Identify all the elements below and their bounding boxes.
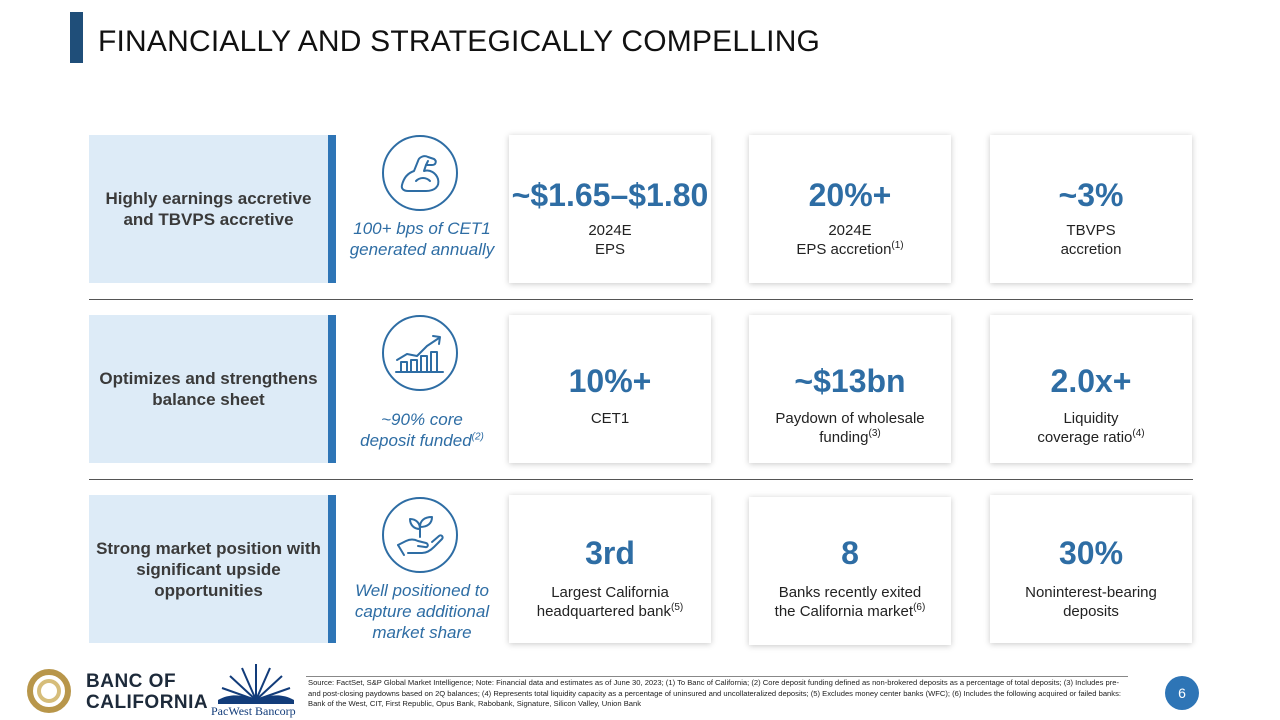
metric-card-cet1 (509, 315, 711, 463)
row-caption-market-share: Well positioned to capture additional market share (354, 581, 490, 642)
page-number-badge: 6 (1165, 676, 1199, 710)
metric-value: 20%+ (808, 177, 892, 213)
metric-label: Liquidity coverage ratio$^{(4)}$ (1037, 410, 1145, 446)
metric-card-wholesale-paydown (749, 315, 951, 463)
flexed-arm-icon (382, 135, 458, 211)
metric-card-eps (509, 135, 711, 283)
row-label-market-position: Strong market position with significant upside opportunities (89, 495, 336, 643)
metric-value: 8 (841, 535, 859, 571)
growth-chart-icon (382, 315, 458, 391)
title-accent-bar (70, 12, 83, 63)
banc-of-california-wordmark: BANC OF CALIFORNIA (86, 671, 209, 713)
metric-value: ~3% (1058, 177, 1124, 213)
metric-card-liquidity (990, 315, 1192, 463)
metric-label: CET1 (590, 410, 630, 427)
metric-label: Noninterest-bearing deposits (1025, 584, 1157, 620)
row-caption-core-deposit: ~90% core deposit funded$^{(2)}$ (360, 410, 484, 450)
row-divider (89, 299, 1193, 300)
metric-card-banks-exited (749, 497, 951, 645)
metric-label: 2024E EPS accretion$^{(1)}$ (796, 222, 904, 258)
row-label-earnings: Highly earnings accretive and TBVPS accretive (89, 135, 336, 283)
metric-card-eps-accretion (749, 135, 951, 283)
metric-card-noninterest-deposits (990, 495, 1192, 643)
page-title: FINANCIALLY AND STRATEGICALLY COMPELLING (98, 25, 821, 58)
metric-label: Banks recently exited the California market$^{(6)}$ (774, 584, 926, 620)
metric-value: 30% (1058, 535, 1124, 571)
metric-label: TBVPS accretion (1060, 222, 1122, 258)
source-footnote: Source: FactSet, S&P Global Market Intelligence; Note: Financial data and estimates as of June 30, 2023; (1) To Banc of California; (2) Core deposit funding defined as non-brokered deposits as a percentage of total deposits; (3) Includes pre- and post-closing paydowns based on 2Q balances; (4) Represents total liquidity capacity as a percentage of uninsured and uncollateralized deposits; (5) Excludes money center banks (WFC); (6) Includes the following acquired or failed banks: Bank of the West, CIT, First Republic, Opus Bank, Rabobank, Signature, Silicon Valley, Union Bank (308, 678, 1121, 708)
footer-rule (306, 676, 1128, 677)
pacwest-bancorp-wordmark: PacWest Bancorp (211, 704, 296, 718)
hand-plant-icon (382, 497, 458, 573)
metric-label: Largest California headquartered bank$^{(5)}$ (536, 584, 684, 620)
metric-card-tbvps (990, 135, 1192, 283)
metric-label: Paydown of wholesale funding$^{(3)}$ (775, 410, 925, 446)
metric-value: ~$13bn (794, 363, 906, 399)
metric-value: 2.0x+ (1050, 363, 1132, 399)
row-divider (89, 479, 1193, 480)
metric-card-ca-rank (509, 495, 711, 643)
metric-label: 2024E EPS (588, 222, 632, 258)
row-label-balance-sheet: Optimizes and strengthens balance sheet (89, 315, 336, 463)
metric-value: ~$1.65–$1.80 (511, 177, 709, 213)
metric-value: 3rd (585, 535, 635, 571)
row-caption-cet1: 100+ bps of CET1 generated annually (349, 219, 495, 259)
metric-value: 10%+ (568, 363, 652, 399)
